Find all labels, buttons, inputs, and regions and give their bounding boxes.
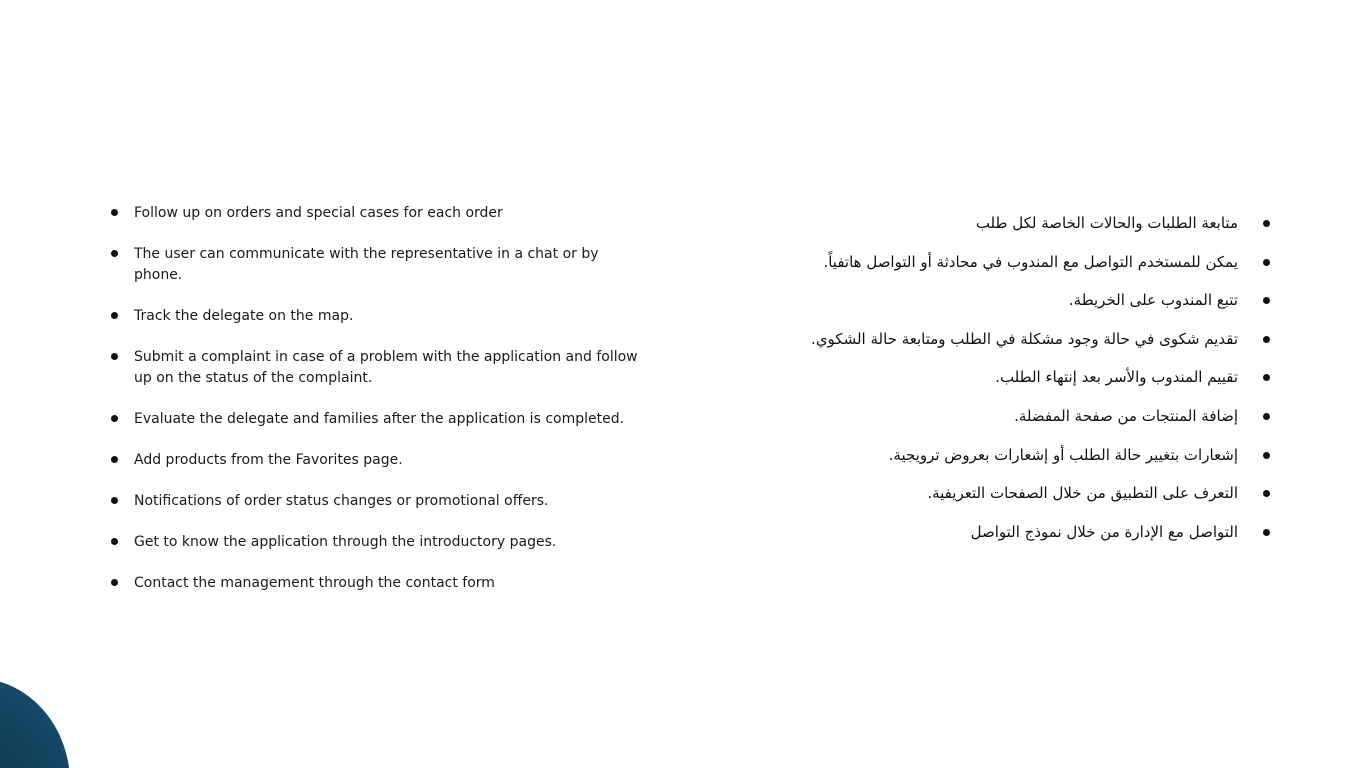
feature-item-ar: تقييم المندوب والأسر بعد إنتهاء الطلب. <box>736 364 1256 390</box>
feature-item-ar: يمكن للمستخدم التواصل مع المندوب في محادثة أو التواصل هاتفياً. <box>736 249 1256 275</box>
feature-item-ar: التعرف على التطبيق من خلال الصفحات التعريفية. <box>736 480 1256 506</box>
feature-item-en: Contact the management through the contact form <box>110 573 650 594</box>
feature-item-en: Add products from the Favorites page. <box>110 450 650 471</box>
feature-item-ar: تتبع المندوب على الخريطة. <box>736 287 1256 313</box>
decorative-corner-shape <box>0 678 70 768</box>
feature-item-ar: تقديم شكوى في حالة وجود مشكلة في الطلب ومتابعة حالة الشكوي. <box>736 326 1256 352</box>
feature-item-en: Follow up on orders and special cases for each order <box>110 203 650 224</box>
features-list-english <box>110 203 650 614</box>
feature-item-ar: متابعة الطلبات والحالات الخاصة لكل طلب <box>736 210 1256 236</box>
feature-item-en: Evaluate the delegate and families after the application is completed. <box>110 409 650 430</box>
feature-item-en: The user can communicate with the representative in a chat or by phone. <box>110 244 650 286</box>
feature-item-en: Notifications of order status changes or promotional offers. <box>110 491 650 512</box>
feature-item-en: Submit a complaint in case of a problem with the application and follow up on the status of the complaint. <box>110 347 650 389</box>
features-list-arabic <box>736 210 1256 557</box>
feature-item-ar: إشعارات بتغيير حالة الطلب أو إشعارات بعروض ترويجية. <box>736 442 1256 468</box>
feature-item-en: Get to know the application through the introductory pages. <box>110 532 650 553</box>
feature-item-ar: إضافة المنتجات من صفحة المفضلة. <box>736 403 1256 429</box>
feature-item-ar: التواصل مع الإدارة من خلال نموذج التواصل <box>736 519 1256 545</box>
feature-item-en: Track the delegate on the map. <box>110 306 650 327</box>
